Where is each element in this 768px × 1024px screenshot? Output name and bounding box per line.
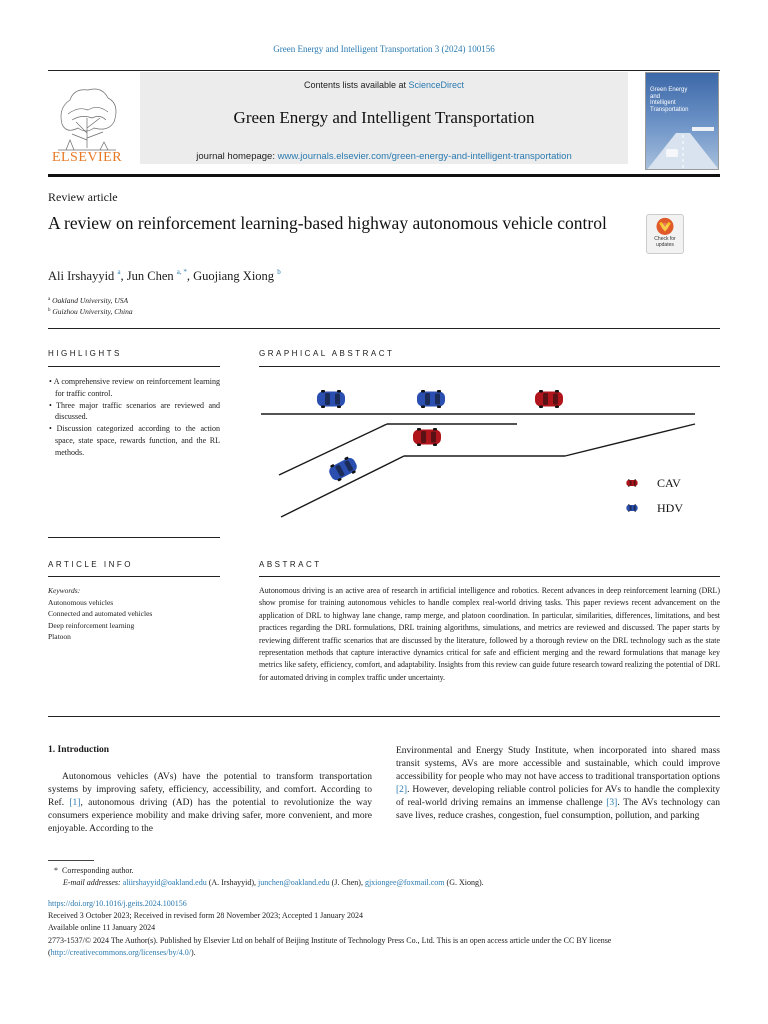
email-link[interactable]: junchen@oakland.edu bbox=[258, 878, 330, 887]
abstract-heading: ABSTRACT bbox=[259, 560, 322, 569]
highlight-text: A comprehensive review on reinforcement learning for traffic control. bbox=[53, 377, 220, 398]
check-for-updates-label: Check for updates bbox=[654, 236, 676, 248]
legend-hdv-label: HDV bbox=[657, 501, 683, 515]
highlights-heading: HIGHLIGHTS bbox=[48, 349, 122, 358]
intro-text: , autonomous driving (AD) has the potential to revolutionize the way consumers experience mobility and make driving safer, more convenient, and more enjoyable. According to the bbox=[48, 798, 372, 835]
citation-link[interactable]: [3] bbox=[606, 798, 618, 809]
corresponding-label: Corresponding author. bbox=[62, 866, 134, 875]
hdv-car-icon bbox=[417, 390, 445, 408]
cover-road-graphic bbox=[646, 123, 719, 170]
paper-title: A review on reinforcement learning-based highway autonomous vehicle control bbox=[48, 213, 607, 233]
intro-paragraph-left bbox=[48, 771, 372, 836]
hdv-car-icon bbox=[317, 390, 345, 408]
intro-text: . The AVs technology can save lives, reduce crashes, congestion, fuel consumption, pollution, and parking bbox=[396, 798, 720, 822]
received-dates: Received 3 October 2023; Received in revised form 28 November 2023; Accepted 1 January 2024 bbox=[48, 911, 364, 920]
affiliation bbox=[48, 296, 128, 305]
email-label: E-mail addresses: bbox=[63, 878, 121, 887]
highlight-item: • A comprehensive review on reinforcement learning for traffic control. bbox=[49, 377, 220, 398]
author-list: Ali Irshayyid $^a$, Jun Chen $^{a, *}$, Guojiang Xiong $^b$ bbox=[48, 268, 281, 283]
intro-paragraph-right bbox=[396, 745, 720, 824]
highlights-list bbox=[48, 376, 220, 459]
keyword: Connected and automated vehicles bbox=[48, 609, 153, 618]
affiliation-mark: a bbox=[48, 297, 51, 302]
corresponding-author-note bbox=[54, 865, 134, 877]
license-text: 2773-1537/© 2024 The Author(s). Published by Elsevier Ltd on behalf of Beijing Institute of Technology Press Co., Ltd. This is an open access article under the CC BY license ( bbox=[48, 936, 612, 957]
footnote-rule bbox=[48, 860, 94, 861]
check-for-updates-icon[interactable] bbox=[646, 214, 684, 254]
graphical-abstract-figure[interactable] bbox=[259, 372, 720, 532]
introduction-heading: 1. Introduction bbox=[48, 745, 110, 755]
cover-title-line: Transportation bbox=[650, 106, 689, 113]
email-addresses bbox=[63, 877, 484, 889]
keywords-label: Keywords: bbox=[48, 586, 81, 595]
intro-text: Autonomous vehicles (AVs) have the potential to transform transportation systems by improving safety, efficiency, accessibility, and comfort. According to Ref. bbox=[48, 772, 372, 809]
highlights-rule bbox=[48, 366, 220, 367]
keyword: Platoon bbox=[48, 632, 71, 641]
email-owner: (A. Irshayyid), bbox=[206, 878, 259, 887]
cav-legend-icon bbox=[626, 479, 637, 486]
contents-prefix: Contents lists available at bbox=[303, 80, 409, 90]
sciencedirect-link[interactable]: ScienceDirect bbox=[408, 80, 465, 90]
journal-cover-image[interactable] bbox=[645, 72, 719, 170]
graphical-abstract-rule bbox=[259, 366, 720, 367]
front-matter-end-rule bbox=[48, 716, 720, 717]
abstract-text: Autonomous driving is an active area of research in artificial intelligence and robotics. Recent advances in deep reinforcement learning (DRL) show promise for training autonomous vehicles to handle complex real-world driving tasks. This paper reviews recent advancement on the application of DRL to highway lane change, ramp merge, and platoon coordination. In particular, similarities, differences, limitations, and best practices regarding the DRL formulations, DRL training algorithms, simulations, and metrics are reviewed and discussed. The paper starts by reviewing different traffic scenarios that are discussed by the literature, followed by a thorough review on the DRL technology such as the state representation methods that capture interactive dynamics critical for safe and efficient merging and the reward formulations that manage key metrics like safety, efficiency, comfort, and adaptability. Insights from this review can guide future research toward realizing the potential of DRL for automated driving in complex traffic under uncertainty. bbox=[259, 586, 720, 682]
email-link[interactable]: aliirshayyid@oakland.edu bbox=[122, 878, 207, 887]
cover-title-line: and bbox=[650, 93, 661, 100]
author-name[interactable]: Jun Chen bbox=[126, 269, 174, 283]
article-info-rule bbox=[48, 576, 220, 577]
header-top-rule bbox=[48, 70, 720, 71]
homepage-link[interactable]: www.journals.elsevier.com/green-energy-and-intelligent-transportation bbox=[277, 151, 572, 162]
author-affil-mark[interactable]: a bbox=[117, 268, 121, 276]
online-date: Available online 11 January 2024 bbox=[48, 923, 156, 932]
email-owner: (J. Chen), bbox=[329, 878, 365, 887]
keyword: Autonomous vehicles bbox=[48, 597, 114, 607]
cav-car-icon bbox=[535, 390, 563, 408]
license-text-end: ). bbox=[190, 947, 196, 957]
legend-cav-label: CAV bbox=[657, 476, 681, 490]
homepage-prefix: journal homepage: bbox=[196, 151, 278, 162]
journal-homepage-line bbox=[140, 151, 628, 162]
affiliation-text: Oakland University, USA bbox=[52, 296, 129, 305]
graphical-abstract-heading: GRAPHICAL ABSTRACT bbox=[259, 349, 395, 358]
author-name[interactable]: Ali Irshayyid bbox=[48, 269, 115, 283]
intro-text: Environmental and Energy Study Institute, when incorporated into shared mass transit systems, AVs are more accessible and sustainable, which could improve accessibility for people who may not have access to traditional transportation options bbox=[396, 746, 720, 783]
email-owner: (G. Xiong). bbox=[444, 878, 484, 887]
cav-car-icon bbox=[413, 428, 441, 446]
doi-link[interactable]: https://doi.org/10.1016/j.geits.2024.100156 bbox=[48, 899, 187, 908]
cover-title-line: Intelligent bbox=[650, 100, 676, 106]
contents-available-line bbox=[140, 80, 628, 90]
citation-link[interactable]: [1] bbox=[69, 798, 81, 809]
hdv-car-icon bbox=[326, 454, 359, 483]
email-link[interactable]: gjxiongee@foxmail.com bbox=[364, 878, 445, 887]
footnote-mark: * bbox=[54, 866, 58, 875]
hdv-legend-icon bbox=[626, 504, 637, 511]
header-bottom-rule bbox=[48, 174, 720, 177]
keyword: Deep reinforcement learning bbox=[48, 620, 135, 630]
keywords-block bbox=[48, 585, 220, 643]
highlight-text: Discussion categorized according to the action space, state space, rewards function, and the RL methods. bbox=[55, 424, 220, 457]
intro-text: . However, developing reliable control policies for AVs to handle the complexity of real-world driving remains an immense challenge bbox=[396, 785, 720, 809]
highlight-text: Three major traffic scenarios are reviewed and discussed. bbox=[55, 400, 221, 422]
affiliation-mark: b bbox=[48, 308, 51, 313]
author-affil-mark[interactable]: a, * bbox=[176, 268, 187, 276]
highlight-item: • Discussion categorized according to the action space, state space, rewards function, and the RL methods. bbox=[49, 424, 220, 457]
highlights-end-rule bbox=[48, 537, 220, 538]
license-statement bbox=[48, 935, 720, 958]
journal-citation[interactable]: Green Energy and Intelligent Transportation 3 (2024) 100156 bbox=[273, 44, 495, 54]
section-rule bbox=[48, 328, 720, 329]
elsevier-wordmark[interactable]: ELSEVIER bbox=[51, 150, 123, 165]
citation-link[interactable]: [2] bbox=[396, 785, 408, 796]
abstract-rule bbox=[259, 576, 720, 577]
cover-title-line: Green Energy bbox=[650, 87, 688, 93]
license-link[interactable]: http://creativecommons.org/licenses/by/4.0/ bbox=[50, 947, 191, 957]
article-info-heading: ARTICLE INFO bbox=[48, 560, 133, 569]
author-affil-mark[interactable]: b bbox=[277, 268, 281, 276]
affiliation-text: Guizhou University, China bbox=[52, 307, 133, 316]
article-type: Review article bbox=[48, 190, 118, 204]
highlight-item: • Three major traffic scenarios are reviewed and discussed. bbox=[49, 400, 221, 422]
road-taper bbox=[565, 424, 695, 456]
author-name[interactable]: Guojiang Xiong bbox=[193, 269, 275, 283]
affiliation bbox=[48, 307, 133, 316]
cover-title bbox=[650, 87, 716, 113]
journal-title: Green Energy and Intelligent Transportation bbox=[233, 108, 535, 127]
